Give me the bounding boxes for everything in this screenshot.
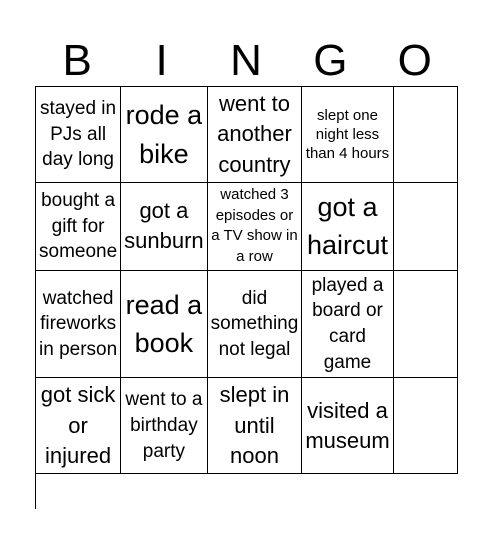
bingo-cell[interactable] <box>208 271 303 379</box>
cell-label: got a sunburn <box>124 198 204 254</box>
bingo-cell[interactable] <box>208 183 303 271</box>
bingo-cell[interactable] <box>36 183 121 271</box>
bingo-cell[interactable] <box>121 271 208 379</box>
bingo-cell[interactable] <box>394 183 458 271</box>
bingo-cell[interactable] <box>121 183 208 271</box>
cell-label: went to another country <box>217 91 292 177</box>
cell-label: stayed in PJs all day long <box>40 98 117 171</box>
cell-label: slept in until noon <box>219 382 290 469</box>
bingo-cell[interactable] <box>208 87 303 183</box>
cell-label: visited a museum <box>305 397 390 453</box>
bingo-cell[interactable] <box>121 87 208 183</box>
bingo-cell[interactable] <box>302 87 393 183</box>
bingo-cell[interactable] <box>394 378 458 474</box>
bingo-board <box>35 86 458 509</box>
bingo-cell[interactable] <box>36 378 121 474</box>
cell-label: got sick or injured <box>40 382 116 469</box>
cell-label: did something not legal <box>210 287 299 360</box>
cell-label: got a haircut <box>306 192 389 261</box>
bingo-cell[interactable] <box>302 271 393 379</box>
cell-label: bought a gift for someone <box>39 189 118 263</box>
cell-label: went to a birthday party <box>125 389 203 462</box>
bingo-cell[interactable] <box>121 378 208 474</box>
cell-label: played a board or card game <box>311 274 384 373</box>
cell-label: rode a bike <box>125 100 203 169</box>
cell-label: watched 3 episodes or a TV show in a row <box>211 186 298 266</box>
header-letter-i: I <box>155 36 168 85</box>
cell-label: read a book <box>125 289 203 359</box>
header-letter-n: N <box>230 36 262 85</box>
bingo-cell[interactable] <box>36 271 121 379</box>
bingo-cell[interactable] <box>36 87 121 183</box>
cell-label: slept one night less than 4 hours <box>305 106 390 163</box>
bingo-cell[interactable] <box>302 378 393 474</box>
header-letter-b: B <box>62 36 92 85</box>
header-letter-o: O <box>397 36 432 85</box>
bingo-header <box>35 36 457 86</box>
bingo-cell[interactable] <box>394 271 458 379</box>
bingo-cell[interactable] <box>302 183 393 271</box>
cell-label: watched fireworks in person <box>39 287 118 360</box>
bingo-cell[interactable] <box>208 378 303 474</box>
header-letter-g: G <box>313 36 348 85</box>
bingo-cell[interactable] <box>394 87 458 183</box>
